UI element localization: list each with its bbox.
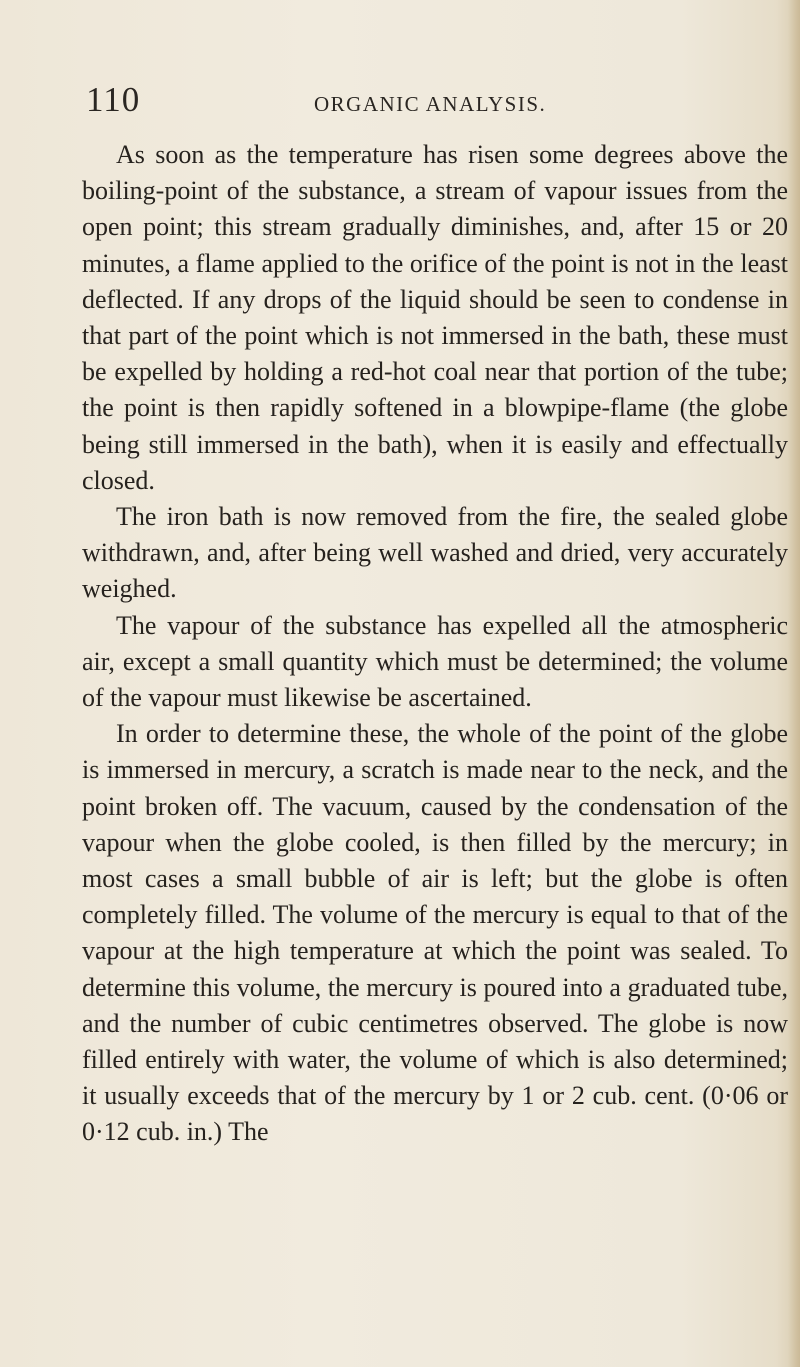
- paragraph: The iron bath is now removed from the fire, the sealed globe withdrawn, and, after being well washed and dried, very accurately weighed.: [82, 502, 788, 604]
- page-number: 110: [86, 80, 141, 119]
- body-text: [82, 137, 788, 1151]
- running-head: ORGANIC ANALYSIS.: [314, 92, 547, 116]
- page-edge-shadow: [788, 0, 800, 1367]
- page-header: [86, 80, 726, 126]
- paragraph: The vapour of the substance has expelled all the atmospheric air, except a small quantity which must be determined; the volume of the vapour must likewise be ascertained.: [82, 610, 788, 713]
- paragraph: In order to determine these, the whole of the point of the globe is immersed in mercury, a scratch is made near to the neck, and the point broken off. The vacuum, caused by the condensation of the vapour when the globe cooled, is then filled by the mercury; in most cases a small bubble of air is left; but the globe is often completely filled. The volume of the mercury is equal to that of the vapour at the high temperature at which the point was sealed. To determine this volume, the mercury is poured into a graduated tube, and the number of cubic centimetres observed. The globe is now filled entirely with water, the volume of which is also determined; it usually exceeds that of the mercury by 1 or 2 cub. cent. (0·06 or 0·12 cub. in.) The: [82, 719, 788, 1147]
- paragraph: As soon as the temperature has risen some degrees above the boiling-point of the substance, a stream of vapour issues from the open point; this stream gradually diminishes, and, after 15 or 20 minutes, a flame applied to the orifice of the point is not in the least deflected. If any drops of the liquid should be seen to condense in that part of the point which is not immersed in the bath, these must be expelled by holding a red-hot coal near that portion of the tube; the point is then rapidly softened in a blowpipe-flame (the globe being still immersed in the bath), when it is easily and effectually closed.: [82, 140, 788, 495]
